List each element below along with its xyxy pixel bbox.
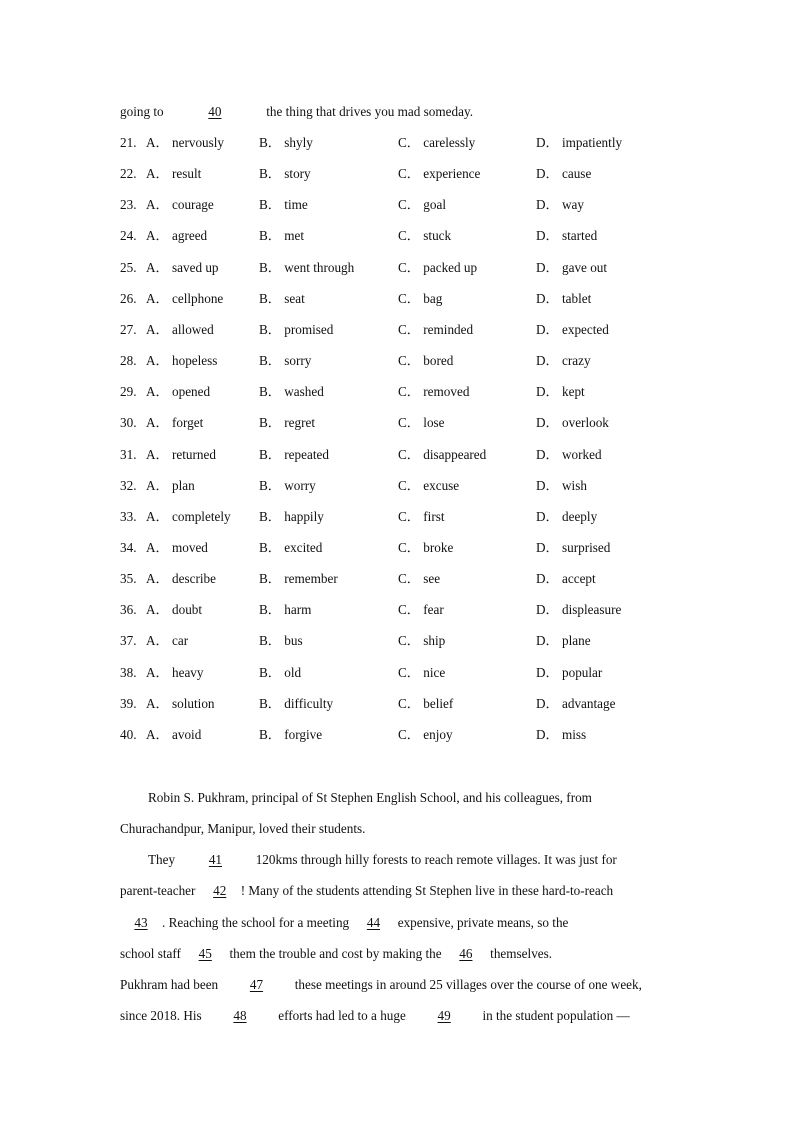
- question-row: [120, 477, 680, 495]
- option-b: B． washed: [259, 384, 324, 400]
- blank-44: 44: [366, 915, 381, 930]
- passage-line-5: 43 . Reaching the school for a meeting 44 expensive, private means, so the: [120, 914, 568, 932]
- option-d: D． accept: [536, 571, 596, 587]
- option-a: A． solution: [146, 695, 215, 711]
- passage-line-1: Robin S. Pukhram, principal of St Stephen English School, and his colleagues, from: [148, 790, 592, 805]
- question-number: 33.: [120, 508, 137, 524]
- option-d: D． gave out: [536, 259, 608, 275]
- option-c: C． bag: [398, 290, 443, 306]
- option-c: C． packed up: [398, 259, 478, 275]
- question-number: 34.: [120, 539, 137, 555]
- option-b: B． regret: [259, 415, 316, 431]
- option-b: B． excited: [259, 539, 323, 555]
- blank-40: 40: [208, 104, 222, 119]
- option-b: B． difficulty: [259, 695, 334, 711]
- option-a: A． result: [146, 166, 202, 182]
- option-d: D． impatiently: [536, 135, 623, 150]
- option-d: D． advantage: [536, 695, 616, 711]
- question-row: [120, 539, 680, 557]
- question-number: 39.: [120, 695, 137, 711]
- option-d: D． crazy: [536, 353, 591, 369]
- option-d: D． expected: [536, 321, 609, 337]
- question-row: [120, 726, 680, 744]
- question-row: [120, 695, 680, 713]
- option-a: A． avoid: [146, 726, 202, 742]
- question-row: [120, 446, 680, 464]
- option-b: B． promised: [259, 321, 334, 337]
- option-d: D． surprised: [536, 539, 611, 555]
- question-number: 36.: [120, 602, 137, 618]
- question-number: 37.: [120, 633, 137, 649]
- option-a: A． heavy: [146, 664, 204, 680]
- passage-line-7: Pukhram had been 47 these meetings in around 25 villages over the course of one week,: [120, 977, 642, 992]
- option-c: C． broke: [398, 539, 454, 555]
- option-c: C． stuck: [398, 228, 452, 244]
- option-d: D． kept: [536, 384, 585, 400]
- question-number: 23.: [120, 197, 137, 213]
- blank-46: 46: [459, 946, 473, 961]
- question-number: 35.: [120, 571, 137, 587]
- question-row: [120, 352, 680, 370]
- question-number: 24.: [120, 228, 137, 244]
- option-c: C． ship: [398, 633, 446, 649]
- option-d: D． popular: [536, 664, 603, 680]
- question-row: [120, 227, 680, 245]
- option-d: D． worked: [536, 446, 602, 462]
- question-number: 31.: [120, 446, 137, 462]
- option-c: C． see: [398, 571, 441, 587]
- question-number: 22.: [120, 166, 137, 182]
- option-c: C． goal: [398, 197, 446, 213]
- option-c: C． first: [398, 508, 445, 524]
- option-b: B． bus: [259, 633, 303, 649]
- option-c: C． fear: [398, 602, 444, 618]
- option-b: B． remember: [259, 571, 338, 587]
- passage-line-4: parent-teacher 42 ! Many of the students attending St Stephen live in these hard-to-reach: [120, 883, 614, 898]
- option-c: C． nice: [398, 664, 446, 680]
- question-row: [120, 321, 680, 339]
- option-c: C． belief: [398, 695, 454, 711]
- intro-line: [120, 103, 473, 121]
- question-row: [120, 383, 680, 401]
- blank-48: 48: [233, 1008, 247, 1023]
- option-a: A． car: [146, 633, 189, 649]
- option-c: C． bored: [398, 353, 454, 369]
- option-d: D． way: [536, 197, 584, 213]
- question-row: [120, 134, 680, 152]
- option-a: A． opened: [146, 384, 211, 400]
- question-row: [120, 290, 680, 308]
- question-row: [120, 259, 680, 277]
- option-c: C． enjoy: [398, 726, 453, 742]
- question-number: 32.: [120, 477, 137, 493]
- question-number: 21.: [120, 135, 137, 150]
- option-d: D． overlook: [536, 415, 609, 431]
- option-d: D． wish: [536, 477, 587, 493]
- option-b: B． harm: [259, 602, 312, 618]
- option-c: C． excuse: [398, 477, 460, 493]
- blank-42: 42: [213, 883, 227, 898]
- option-b: B． sorry: [259, 353, 312, 369]
- option-a: A． plan: [146, 477, 195, 493]
- blank-45: 45: [198, 946, 212, 961]
- passage-line-3: They 41 120kms through hilly forests to reach remote villages. It was just for: [148, 852, 617, 867]
- option-b: B． story: [259, 166, 311, 182]
- option-b: B． time: [259, 197, 308, 213]
- option-b: B． went through: [259, 259, 355, 275]
- question-row: [120, 414, 680, 432]
- option-b: B． met: [259, 228, 305, 244]
- option-c: C． lose: [398, 415, 445, 431]
- option-a: A． forget: [146, 415, 204, 431]
- option-d: D． tablet: [536, 290, 592, 306]
- blank-47: 47: [249, 977, 264, 992]
- option-c: C． removed: [398, 384, 470, 400]
- question-number: 38.: [120, 664, 137, 680]
- option-b: B． forgive: [259, 726, 323, 742]
- option-c: C． reminded: [398, 321, 474, 337]
- question-row: [120, 508, 680, 526]
- option-d: D． deeply: [536, 508, 598, 524]
- question-number: 29.: [120, 384, 137, 400]
- option-a: A． completely: [146, 508, 231, 524]
- option-d: D． started: [536, 228, 598, 244]
- option-a: A． agreed: [146, 228, 208, 244]
- passage-line-2: Churachandpur, Manipur, loved their students.: [120, 821, 366, 836]
- question-number: 27.: [120, 321, 137, 337]
- option-a: A． cellphone: [146, 290, 224, 306]
- option-a: A． nervously: [146, 135, 225, 150]
- option-d: D． plane: [536, 633, 591, 649]
- option-d: D． miss: [536, 726, 587, 742]
- option-c: C． carelessly: [398, 135, 476, 150]
- question-row: [120, 664, 680, 682]
- option-b: B． shyly: [259, 135, 313, 150]
- option-b: B． repeated: [259, 446, 329, 462]
- intro-text: going to: [120, 104, 167, 119]
- option-b: B． worry: [259, 477, 316, 493]
- option-a: A． allowed: [146, 321, 214, 337]
- option-d: D． displeasure: [536, 602, 622, 618]
- option-b: B． happily: [259, 508, 324, 524]
- question-row: [120, 165, 680, 183]
- option-b: B． old: [259, 664, 302, 680]
- option-c: C． disappeared: [398, 446, 487, 462]
- option-a: A． moved: [146, 539, 208, 555]
- question-number: 40.: [120, 726, 137, 742]
- question-number: 25.: [120, 259, 137, 275]
- question-number: 30.: [120, 415, 137, 431]
- option-a: A． returned: [146, 446, 216, 462]
- question-row: [120, 632, 680, 650]
- blank-49: 49: [437, 1008, 451, 1023]
- option-a: A． saved up: [146, 259, 219, 275]
- passage-line-6: school staff 45 them the trouble and cost by making the 46 themselves.: [120, 946, 553, 961]
- question-number: 28.: [120, 353, 137, 369]
- blank-43: 43: [134, 915, 148, 930]
- option-a: A． courage: [146, 197, 214, 213]
- option-b: B． seat: [259, 290, 305, 306]
- blank-41: 41: [208, 852, 222, 867]
- option-a: A． describe: [146, 571, 216, 587]
- passage-line-8: since 2018. His 48 efforts had led to a huge 49 in the student population —: [120, 1008, 630, 1023]
- intro-text-after: the thing that drives you mad someday.: [262, 104, 473, 119]
- option-a: A． doubt: [146, 602, 203, 618]
- option-d: D． cause: [536, 166, 592, 182]
- question-row: [120, 570, 680, 588]
- option-c: C． experience: [398, 166, 481, 182]
- option-a: A． hopeless: [146, 353, 218, 369]
- question-row: [120, 601, 680, 619]
- question-row: [120, 196, 680, 214]
- question-number: 26.: [120, 290, 137, 306]
